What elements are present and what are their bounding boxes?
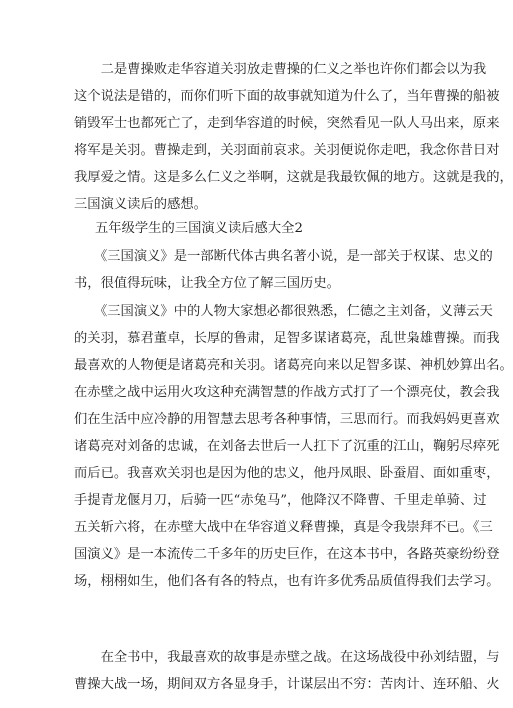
text-line: 而后已。我喜欢关羽也是因为他的忠义，他丹凤眼、卧蚕眉、面如重枣， — [74, 466, 500, 481]
text-line: 三国演义读后的感想。 — [74, 197, 207, 212]
paragraph-characters — [74, 298, 513, 595]
paragraph-red-cliffs — [74, 644, 500, 698]
text-line: 销毁军士也都死亡了，走到华容道的时候，突然看见一队人马出来，原来 — [74, 116, 500, 131]
text-line: 《三国演义》中的人物大家想必都很熟悉，仁德之主刘备，义薄云天 — [74, 304, 493, 319]
text-line: 诸葛亮对刘备的忠诚，在刘备去世后一人扛下了沉重的江山，鞠躬尽瘁死 — [74, 439, 500, 454]
text-line: 在赤壁之战中运用火攻这种充满智慧的作战方式打了一个漂亮仗，教会我 — [74, 385, 500, 400]
text-line: 这个说法是错的，而你们听下面的故事就知道为什么了，当年曹操的船被 — [74, 89, 500, 104]
text-line: 《三国演义》是一部断代体古典名著小说，是一部关于权谋、忠义的 — [74, 249, 493, 264]
text-line: 将军是关羽。曹操走到，关羽面前哀求。关羽便说你走吧，我念你昔日对 — [74, 143, 500, 158]
text-line: 曹操大战一场，期间双方各显身手，计谋层出不穷：苦肉计、连环船、火 — [74, 677, 500, 692]
text-line: 二是曹操败走华容道关羽放走曹操的仁义之举也许你们都会以为我 — [74, 62, 487, 77]
text-line: 五关斩六将，在赤壁大战中在华容道义释曹操，真是令我崇拜不已。《三 — [74, 520, 493, 535]
paragraph-huarong-road — [74, 56, 513, 218]
text-line: 的关羽，慕君董卓，长厚的鲁肃，足智多谋诸葛亮，乱世枭雄曹操。而我 — [74, 331, 500, 346]
paragraph-intro — [74, 243, 493, 297]
section-heading: 五年级学生的三国演义读后感大全2 — [95, 221, 303, 236]
text-line: 手提青龙偃月刀，后骑一匹“赤兔马”，他降汉不降曹、千里走单骑、过 — [74, 493, 487, 508]
text-line: 场，栩栩如生，他们各有各的特点，也有许多优秀品质值得我们去学习。 — [74, 574, 500, 589]
text-line: 国演义》是一本流传二千多年的历史巨作，在这本书中，各路英豪纷纷登 — [74, 547, 500, 562]
text-line: 在全书中，我最喜欢的故事是赤壁之战。在这场战役中孙刘结盟，与 — [74, 650, 500, 665]
text-line: 最喜欢的人物便是诸葛亮和关羽。诸葛亮向来以足智多谋、神机妙算出名。 — [74, 358, 513, 373]
text-line: 我厚爱之情。这是多么仁义之举啊，这就是我最钦佩的地方。这就是我的， — [74, 170, 513, 185]
text-line: 们在生活中应冷静的用智慧去思考各种事情，三思而行。而我妈妈更喜欢 — [74, 412, 500, 427]
text-line: 书，很值得玩味，让我全方位了解三国历史。 — [74, 276, 340, 291]
